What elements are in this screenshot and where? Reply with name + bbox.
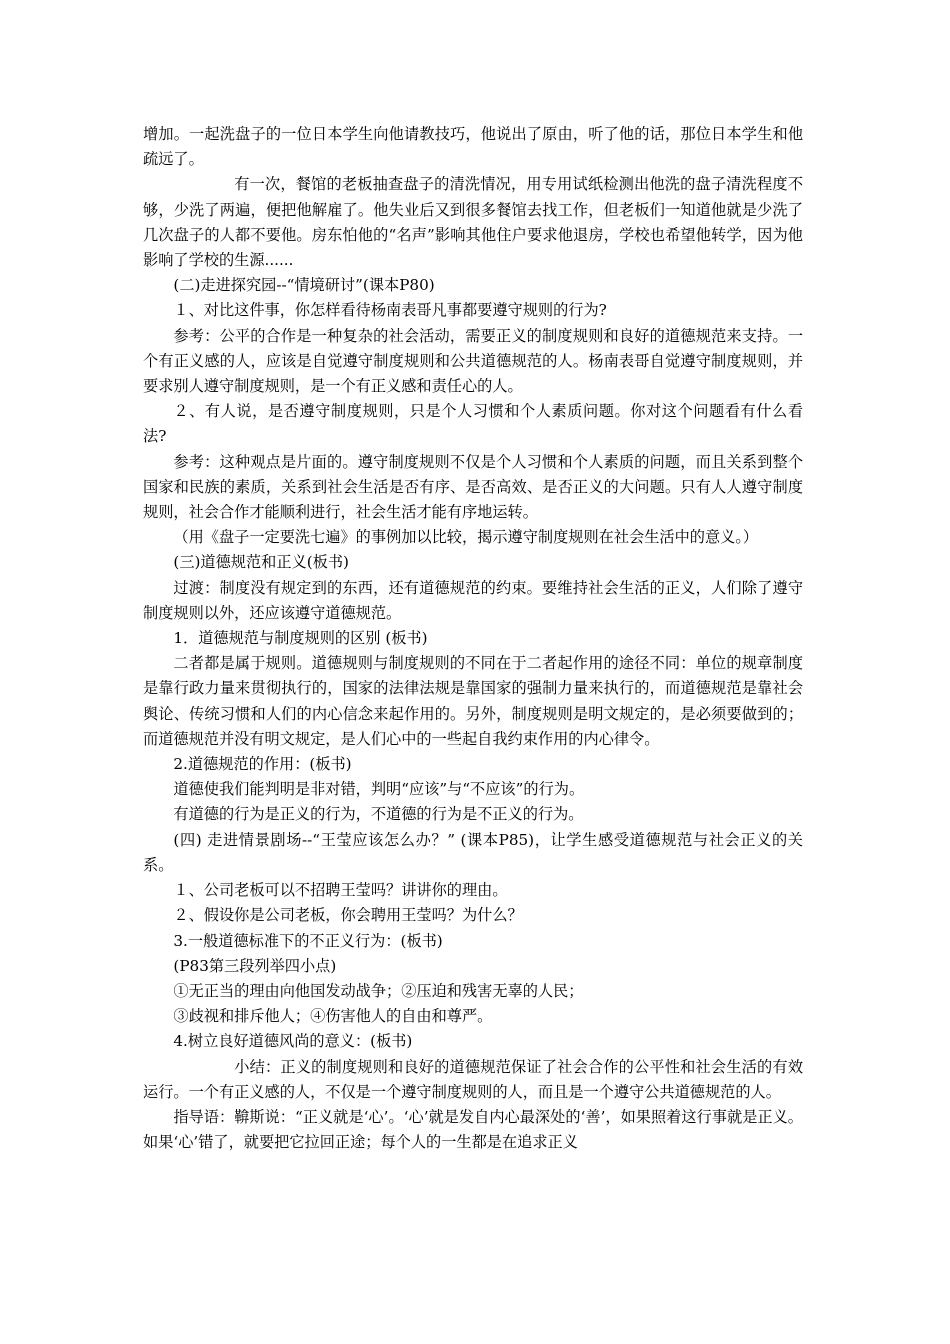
comparison-note: （用《盘子一定要洗七遍》的事例加以比较，揭示遵守制度规则在社会生活中的意义。）	[173, 528, 759, 547]
section-heading-2: (二)走进探究园--“情境研讨”(课本P80)	[173, 276, 435, 295]
question-2: ２、有人说，是否遵守制度规则，只是个人习惯和个人素质问题。你对这个问题看有什么看法?	[143, 402, 803, 446]
morality-line-1: 道德使我们能判明是非对错，判明“应该”与“不应该”的行为。	[173, 780, 585, 799]
list-items-3-4: ③歧视和排斥他人；④伤害他人的自由和尊严。	[173, 1007, 493, 1026]
list-items-1-2: ①无正当的理由向他国发动战争；②压迫和残害无辜的人民；	[173, 981, 584, 1000]
morality-line-2: 有道德的行为是正义的行为，不道德的行为是不正义的行为。	[173, 805, 584, 824]
question-1: １、对比这件事，你怎样看待杨南表哥凡事都要遵守规则的行为?	[173, 301, 607, 320]
transition-paragraph: 过渡：制度没有规定到的东西，还有道德规范的约束。要维持社会生活的正义，人们除了遵守制度规则以外，还应该遵守道德规范。	[143, 578, 803, 622]
scenario-question-1: １、公司老板可以不招聘王莹吗？讲讲你的理由。	[173, 881, 508, 900]
answer-2: 参考：这种观点是片面的。遵守制度规则不仅是个人习惯和个人素质的问题，而且关系到整个国家和民族的素质，关系到社会生活是否有序、是否高效、是否正义的大问题。只有人人遵守制度规则，社会合作才能顺利进行，社会生活才能有序地运转。	[143, 452, 803, 522]
summary-paragraph: 小结：正义的制度规则和良好的道德规范保证了社会合作的公平性和社会生活的有效运行。一个有正义感的人，不仅是一个遵守制度规则的人，而且是一个遵守公共道德规范的人。	[143, 1057, 803, 1101]
section-heading-4: (四) 走进情景剧场--“王莹应该怎么办？” (课本P85)，让学生感受道德规范与社会正义的关系。	[143, 830, 803, 874]
answer-1: 参考：公平的合作是一种复杂的社会活动，需要正义的制度规则和良好的道德规范来支持。一个有正义感的人，应该是自觉遵守制度规则和公共道德规范的人。杨南表哥自觉遵守制度规则，并要求别人遵守制度规则，是一个有正义感和责任心的人。	[143, 326, 803, 396]
guide-paragraph: 指导语：鞥斯说：“正义就是‘心’。‘心’就是发自内心最深处的‘善’，如果照着这行事就是正义。如果‘心’错了，就要把它拉回正途；每个人的一生都是在追求正义	[143, 1107, 803, 1152]
section-heading-3: (三)道德规范和正义(板书)	[173, 553, 349, 572]
subheading-4: 4.树立良好道德风尚的意义：(板书)	[173, 1032, 413, 1051]
subheading-2: 2.道德规范的作用：(板书)	[173, 755, 352, 774]
paragraph-continuation: 增加。一起洗盘子的一位日本学生向他请教技巧，他说出了原由，听了他的话，那位日本学生和他疏远了。	[143, 125, 803, 169]
scenario-question-2: ２、假设你是公司老板，你会聘用王莹吗？为什么？	[173, 906, 523, 925]
subheading-3: 3.一般道德标准下的不正义行为：(板书)	[173, 931, 443, 950]
subheading-1: 1．道德规范与制度规则的区别 (板书)	[173, 629, 428, 648]
document-body	[143, 122, 803, 1155]
paragraph-story: 有一次，餐馆的老板抽查盘子的清洗情况，用专用试纸检测出他洗的盘子清洗程度不够，少洗了两遍，便把他解雇了。他失业后又到很多餐馆去找工作，但老板们一知道他就是少洗了几次盘子的人都不要他。房东怕他的“名声”影响其他住户要求他退房，学校也希望他转学，因为他影响了学校的生源......	[143, 175, 803, 270]
difference-paragraph: 二者都是属于规则。道德规则与制度规则的不同在于二者起作用的途径不同：单位的规章制度是靠行政力量来贯彻执行的，国家的法律法规是靠国家的强制力量来执行的，而道德规范是靠社会舆论、传统习惯和人们的内心信念来起作用的。另外，制度规则是明文规定的，是必须要做到的；而道德规范并没有明文规定，是人们心中的一些起自我约束作用的内心律令。	[143, 654, 803, 748]
textbook-reference: (P83第三段列举四小点)	[173, 956, 337, 975]
